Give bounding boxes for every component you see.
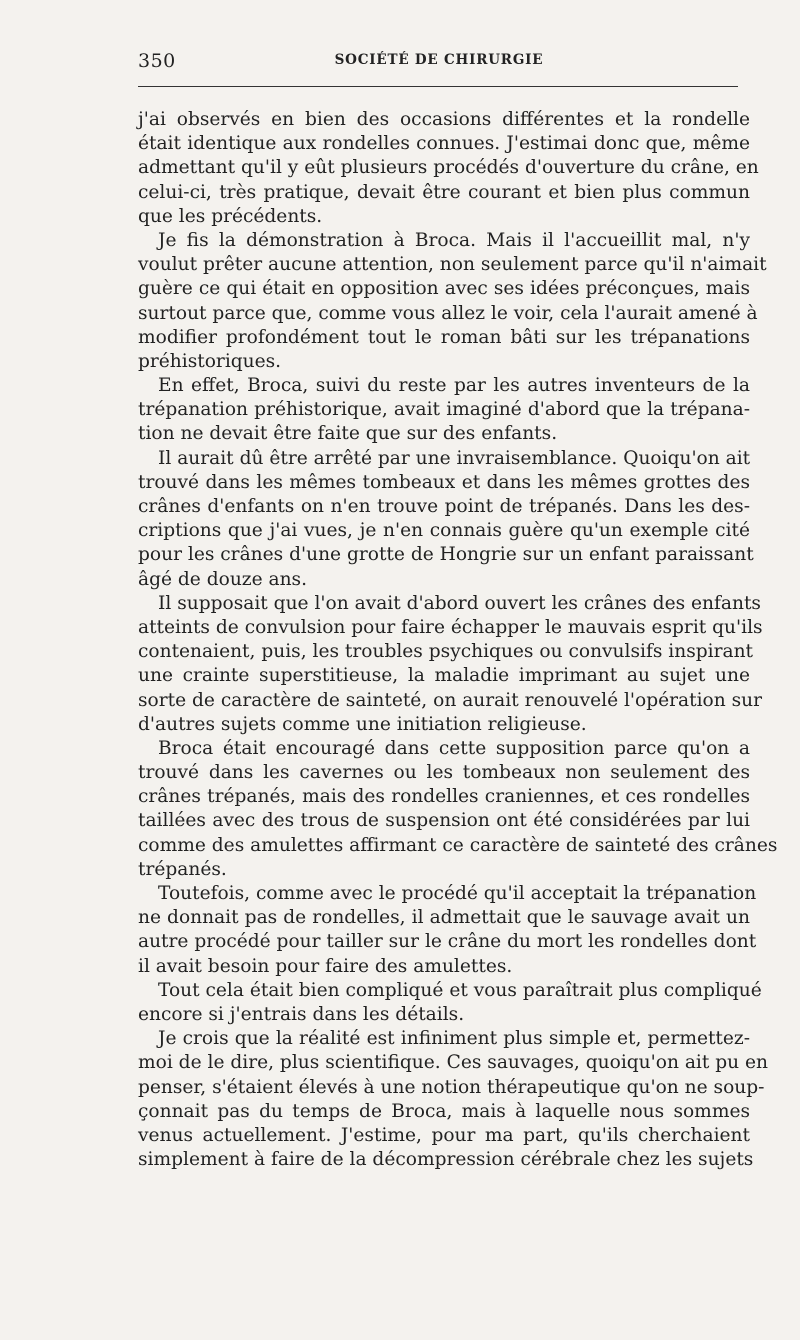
text-line: Je crois que la réalité est infiniment plus simple et, permettez-	[158, 1028, 750, 1050]
text-line: En effet, Broca, suivi du reste par les autres inventeurs de la	[158, 375, 750, 397]
text-line: était identique aux rondelles connues. J'estimai donc que, même	[138, 133, 750, 155]
text-line: guère ce qui était en opposition avec ses idées préconçues, mais	[138, 278, 750, 300]
text-line: âgé de douze ans.	[138, 568, 308, 590]
text-line: simplement à faire de la décompression cérébrale chez les sujets	[138, 1149, 754, 1171]
text-line: atteints de convulsion pour faire échapper le mauvais esprit qu'ils	[138, 616, 763, 638]
text-line: préhistoriques.	[138, 350, 282, 372]
text-line: contenaient, puis, les troubles psychiques ou convulsifs inspirant	[138, 641, 754, 663]
running-head: SOCIÉTÉ DE CHIRURGIE	[334, 52, 544, 68]
text-line: modifier profondément tout le roman bâti sur les trépanations	[138, 326, 750, 348]
text-line: Je fis la démonstration à Broca. Mais il l'accueillit mal, n'y	[158, 229, 750, 251]
text-line: sorte de caractère de sainteté, on aurait renouvelé l'opération sur	[138, 689, 763, 711]
text-line: moi de le dire, plus scientifique. Ces sauvages, quoiqu'on ait pu en	[138, 1052, 769, 1074]
text-line: Toutefois, comme avec le procédé qu'il acceptait la trépanation	[158, 883, 757, 904]
text-line: voulut prêter aucune attention, non seulement parce qu'il n'aimait	[138, 254, 767, 276]
text-line: comme des amulettes affirmant ce caractère de sainteté des crânes	[138, 834, 778, 856]
text-line: trouvé dans les cavernes ou les tombeaux non seulement des	[138, 762, 750, 784]
text-line: trouvé dans les mêmes tombeaux et dans les mêmes grottes des	[138, 471, 750, 493]
text-line: surtout parce que, comme vous allez le voir, cela l'aurait amené à	[138, 302, 758, 324]
text-line: çonnait pas du temps de Broca, mais à laquelle nous sommes	[138, 1100, 750, 1122]
text-line: trépanation préhistorique, avait imaginé d'abord que la trépana-	[138, 399, 750, 421]
page-header	[138, 50, 740, 80]
page-number: 350	[138, 50, 176, 72]
text-line: il avait besoin pour faire des amulettes.	[138, 955, 513, 977]
text-line: Broca était encouragé dans cette supposition parce qu'on a	[158, 737, 750, 759]
text-line: une crainte superstitieuse, la maladie imprimant au sujet une	[138, 665, 750, 687]
text-line: encore si j'entrais dans les détails.	[138, 1003, 465, 1025]
body-text	[138, 108, 778, 1172]
text-line: j'ai observés en bien des occasions différentes et la rondelle	[138, 109, 750, 130]
text-line: Il aurait dû être arrêté par une invraisemblance. Quoiqu'on ait	[158, 447, 751, 469]
text-line: trépanés.	[138, 858, 227, 880]
header-rule	[138, 86, 738, 87]
text-line: crânes trépanés, mais des rondelles craniennes, et ces rondelles	[138, 786, 750, 808]
text-line: Tout cela était bien compliqué et vous paraîtrait plus compliqué	[158, 979, 762, 1001]
text-line: criptions que j'ai vues, je n'en connais guère qu'un exemple cité	[138, 520, 750, 542]
text-line: pour les crânes d'une grotte de Hongrie sur un enfant paraissant	[138, 544, 754, 566]
text-line: autre procédé pour tailler sur le crâne du mort les rondelles dont	[138, 931, 757, 953]
text-line: venus actuellement. J'estime, pour ma part, qu'ils cherchaient	[138, 1124, 750, 1146]
text-line: que les précédents.	[138, 205, 323, 227]
text-line: tion ne devait être faite que sur des enfants.	[138, 423, 558, 445]
text-line: admettant qu'il y eût plusieurs procédés d'ouverture du crâne, en	[138, 157, 759, 179]
text-line: celui-ci, très pratique, devait être courant et bien plus commun	[138, 181, 750, 203]
text-line: ne donnait pas de rondelles, il admettait que le sauvage avait un	[138, 907, 750, 929]
text-line: taillées avec des trous de suspension ont été considérées par lui	[138, 810, 750, 832]
text-line: Il supposait que l'on avait d'abord ouvert les crânes des enfants	[158, 592, 761, 614]
text-line: crânes d'enfants on n'en trouve point de trépanés. Dans les des-	[138, 496, 750, 517]
text-line: d'autres sujets comme une initiation religieuse.	[138, 713, 587, 735]
text-line: penser, s'étaient élevés à une notion thérapeutique qu'on ne soup-	[138, 1076, 765, 1098]
